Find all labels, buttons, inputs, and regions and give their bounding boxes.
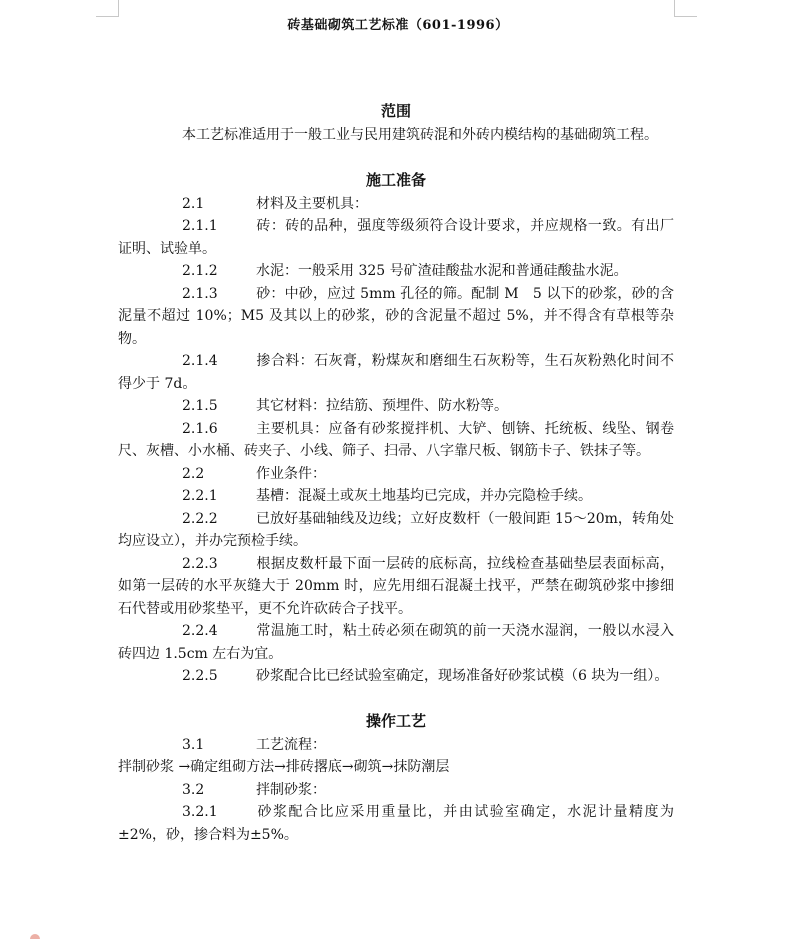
clause-text: 拌制砂浆 →确定组砌方法→排砖撂底→砌筑→抹防潮层 (118, 759, 450, 775)
clause-number: 2.2.3 (182, 555, 218, 572)
clause-number: 3.2.1 (182, 804, 218, 820)
clause-number: 2.1.5 (182, 398, 218, 414)
paragraph (118, 260, 674, 283)
clause-text: 砂浆配合比应采用重量比，并由试验室确定，水泥计量精度为±2%，砂，掺合料为±5%。 (118, 804, 674, 843)
paragraph (118, 508, 674, 553)
document-body (118, 100, 674, 846)
clause-text: 其它材料：拉结筋、预埋件、防水粉等。 (256, 398, 508, 414)
clause-text: 材料及主要机具： (256, 195, 368, 212)
clause-number: 2.1.4 (182, 353, 218, 369)
paragraph (118, 734, 674, 757)
paragraph (118, 801, 674, 846)
clause-number: 2.1.6 (182, 420, 218, 437)
clause-text: 常温施工时，粘土砖必须在砌筑的前一天浇水湿润，一般以水浸入砖四边 1.5cm 左右为宜。 (118, 623, 674, 662)
clause-text: 砖：砖的品种，强度等级须符合设计要求，并应规格一致。有出厂证明、试验单。 (118, 218, 674, 257)
paragraph (118, 756, 674, 779)
clause-number: 2.2.5 (182, 668, 218, 684)
clause-number: 3.2 (182, 781, 205, 798)
paragraph (118, 553, 674, 621)
page-edge-mark (30, 934, 40, 939)
clause-text: 工艺流程： (256, 736, 326, 753)
paragraph (118, 283, 674, 351)
page-header-title: 砖基础砌筑工艺标准（601-1996） (287, 18, 509, 33)
clause-text: 掺合料：石灰膏，粉煤灰和磨细生石灰粉等，生石灰粉熟化时间不得少于 7d。 (118, 353, 674, 392)
clause-text: 作业条件： (256, 465, 326, 482)
clause-number: 2.1.1 (182, 218, 218, 234)
paragraph (118, 620, 674, 665)
clause-number: 2.2.1 (182, 488, 218, 504)
section-heading: 操作工艺 (365, 711, 426, 730)
clause-text: 水泥：一般采用 325 号矿渣硅酸盐水泥和普通硅酸盐水泥。 (256, 263, 628, 279)
clause-text: 拌制砂浆： (256, 781, 326, 798)
section-heading: 范围 (380, 102, 411, 120)
paragraph (118, 215, 674, 260)
clause-number: 2.1 (182, 195, 205, 212)
clause-text: 已放好基础轴线及边线；立好皮数杆（一般间距 15～20m，转角处均应设立），并办完预检手续。 (118, 510, 674, 549)
clause-text: 本工艺标准适用于一般工业与民用建筑砖混和外砖内模结构的基础砌筑工程。 (182, 127, 658, 143)
paragraph (118, 463, 674, 486)
clause-text: 根据皮数杆最下面一层砖的底标高，拉线检查基础垫层表面标高，如第一层砖的水平灰缝大于 20mm 时，应先用细石混凝土找平，严禁在砌筑砂浆中掺细石代替或用砂浆垫平，更不允许砍砖合子找平。 (118, 555, 674, 617)
paragraph (118, 395, 674, 418)
clause-text: 砂：中砂，应过 5mm 孔径的筛。配制 M 5 以下的砂浆，砂的含泥量不超过 10%；M5 及其以上的砂浆，砂的含泥量不超过 5%，并不得含有草根等杂物。 (118, 285, 674, 347)
clause-number: 2.2.2 (182, 510, 218, 527)
paragraph (118, 665, 674, 688)
paragraph (118, 193, 674, 216)
paragraph (118, 350, 674, 395)
paragraph (118, 124, 674, 147)
clause-number: 2.1.2 (182, 263, 218, 279)
clause-text: 主要机具：应备有砂浆搅拌机、大铲、刨锛、托统板、线坠、钢卷尺、灰槽、小水桶、砖夹子、小线、筛子、扫帚、八字靠尺板、钢筋卡子、铁抹子等。 (118, 420, 674, 459)
paragraph (118, 779, 674, 802)
clause-number: 3.1 (182, 736, 205, 753)
clause-number: 2.1.3 (182, 285, 218, 302)
clause-text: 砂浆配合比已经试验室确定，现场准备好砂浆试模（6 块为一组）。 (256, 668, 669, 684)
clause-number: 2.2 (182, 465, 205, 482)
paragraph (118, 485, 674, 508)
section-heading: 施工准备 (365, 170, 426, 189)
clause-number: 2.2.4 (182, 623, 218, 639)
paragraph (118, 418, 674, 463)
clause-text: 基槽：混凝土或灰土地基均已完成，并办完隐检手续。 (256, 488, 592, 504)
